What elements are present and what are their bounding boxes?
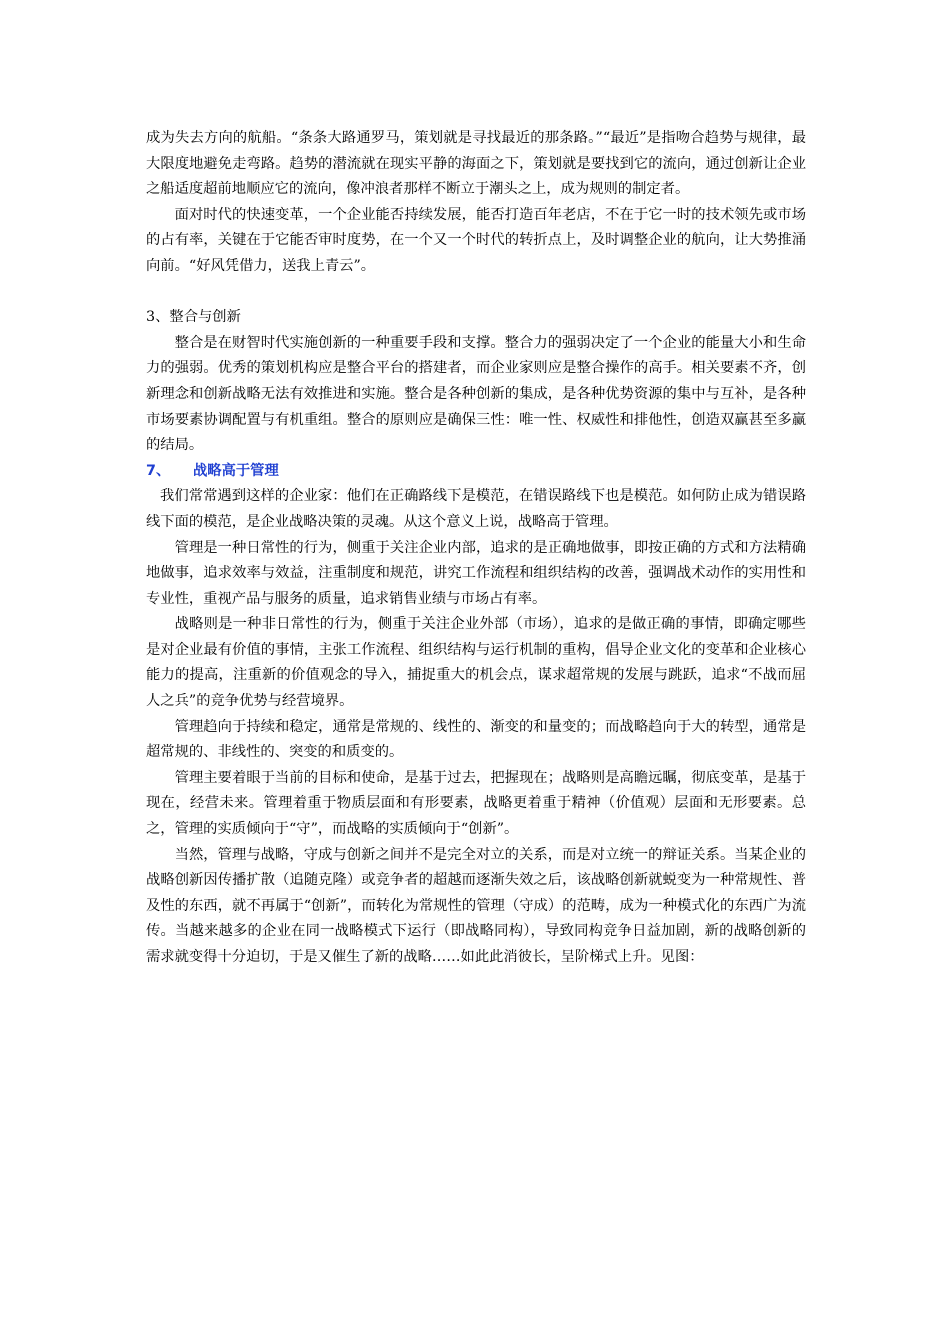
section-7-paragraph: 管理趋向于持续和稳定，通常是常规的、线性的、渐变的和量变的；而战略趋向于大的转型，通常是超常规的、非线性的、突变的和质变的。 [146,718,806,761]
section-7-title: 战略高于管理 [193,462,279,479]
section-7-number: 7、 [146,462,171,479]
section-7-paragraph: 管理主要着眼于当前的目标和使命，是基于过去，把握现在；战略则是高瞻远瞩，彻底变革，是基于现在，经营未来。管理着重于物质层面和有形要素，战略更着重于精神（价值观）层面和无形要素。总之，管理的实质倾向于“守”，而战略的实质倾向于“创新”。 [146,769,806,838]
intro-paragraph-2: 面对时代的快速变革，一个企业能否持续发展，能否打造百年老店，不在于它一时的技术领先或市场的占有率，关键在于它能否审时度势，在一个又一个时代的转折点上，及时调整企业的航向，让大势推涌向前。“好风凭借力，送我上青云”。 [146,206,806,274]
section-7-paragraph: 管理是一种日常性的行为，侧重于关注企业内部，追求的是正确地做事，即按正确的方式和方法精确地做事，追求效率与效益，注重制度和规范，讲究工作流程和组织结构的改善，强调战术动作的实用性和专业性，重视产品与服务的质量，追求销售业绩与市场占有率。 [146,539,806,607]
section-3-heading: 3、整合与创新 [146,309,241,326]
document-page [146,126,806,971]
intro-paragraph-1: 成为失去方向的航船。“条条大路通罗马，策划就是寻找最近的那条路。”“最近”是指吻合趋势与规律，最大限度地避免走弯路。趋势的潜流就在现实平静的海面之下，策划就是要找到它的流向，通过创新让企业之船适度超前地顺应它的流向，像冲浪者那样不断立于潮头之上，成为规则的制定者。 [146,130,806,198]
section-7-paragraph: 战略则是一种非日常性的行为，侧重于关注企业外部（市场），追求的是做正确的事情，即确定哪些是对企业最有价值的事情，主张工作流程、组织结构与运行机制的重构，倡导企业文化的变革和企业核心能力的提高，注重新的价值观念的导入，捕捉重大的机会点，谋求超常规的发展与跳跃，追求“不战而屈人之兵”的竞争优势与经营境界。 [146,616,806,710]
section-3-paragraph: 整合是在财智时代实施创新的一种重要手段和支撑。整合力的强弱决定了一个企业的能量大小和生命力的强弱。优秀的策划机构应是整合平台的搭建者，而企业家则应是整合操作的高手。相关要素不齐，创新理念和创新战略无法有效推进和实施。整合是各种创新的集成，是各种优势资源的集中与互补，是各种市场要素协调配置与有机重组。整合的原则应是确保三性：唯一性、权威性和排他性，创造双赢甚至多赢的结局。 [146,334,806,454]
section-7-paragraph: 当然，管理与战略，守成与创新之间并不是完全对立的关系，而是对立统一的辩证关系。当某企业的战略创新因传播扩散（追随克隆）或竞争者的超越而逐渐失效之后，该战略创新就蜕变为一种常规性、普及性的东西，就不再属于“创新”，而转化为常规性的管理（守成）的范畴，成为一种模式化的东西广为流传。当越来越多的企业在同一战略模式下运行（即战略同构），导致同构竞争日益加剧，新的战略创新的需求就变得十分迫切，于是又催生了新的战略……如此此消彼长，呈阶梯式上升。见图： [146,846,806,965]
section-7-paragraph: 我们常常遇到这样的企业家：他们在正确路线下是模范，在错误路线下也是模范。如何防止成为错误路线下面的模范，是企业战略决策的灵魂。从这个意义上说，战略高于管理。 [146,488,806,530]
blank-line [146,280,806,306]
section-7-heading [146,459,806,485]
